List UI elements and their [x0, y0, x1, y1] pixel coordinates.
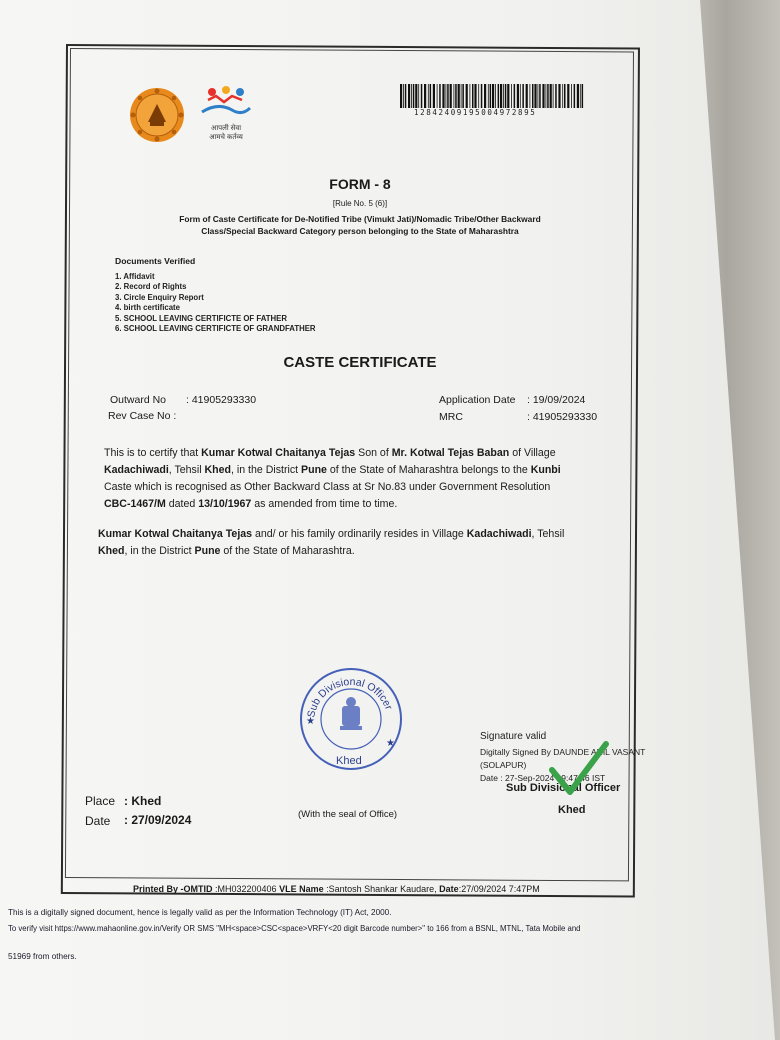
- text-run: dated: [165, 498, 199, 510]
- printed-date-value: :27/09/2024 7:47PM: [458, 884, 540, 894]
- vle-label: VLE Name: [279, 884, 324, 894]
- text-run: , Tehsil: [531, 528, 565, 540]
- place-label: Place: [85, 794, 116, 808]
- signed-by: Digitally Signed By DAUNDE ANIL VASANT: [480, 747, 646, 757]
- documents-heading: Documents Verified: [115, 256, 196, 266]
- applicant-name: Kumar Kotwal Chaitanya Tejas: [98, 528, 253, 540]
- footer-line3: 51969 from others.: [8, 952, 77, 961]
- outward-label: Outward No: [110, 394, 167, 406]
- text-run: and/ or his family ordinarily resides in Village: [252, 528, 467, 540]
- government-resolution: CBC-1467/M: [104, 498, 166, 510]
- text-run: This is to certify that: [104, 447, 202, 459]
- designation: Sub Divisional Officer: [506, 782, 621, 794]
- verified-check-icon: [548, 740, 610, 800]
- text-run: of the State of Maharashtra belongs to the: [326, 464, 531, 476]
- office-seal-icon: [296, 664, 406, 774]
- caste-name: Kunbi: [530, 464, 561, 476]
- date-value: : 27/09/2024: [124, 813, 192, 827]
- list-item: 3. Circle Enquiry Report: [115, 292, 204, 302]
- application-date-value: : 19/09/2024: [527, 394, 586, 406]
- certificate-title: CASTE CERTIFICATE: [283, 354, 437, 371]
- resolution-date: 13/10/1967: [198, 498, 252, 510]
- svg-text:★: ★: [386, 738, 395, 749]
- tehsil-name: Khed: [204, 464, 231, 476]
- documents-list: [115, 272, 316, 334]
- village-name: Kadachiwadi: [104, 464, 169, 476]
- logo-caption-line2: आमचे कर्तव्य: [209, 134, 243, 141]
- list-item: 4. birth certificate: [115, 303, 180, 313]
- form-title: FORM - 8: [329, 176, 391, 192]
- vle-value: :Santosh Shankar Kaudare,: [323, 884, 440, 894]
- barcode-icon: [400, 84, 585, 108]
- signature-date: Date : 27-Sep-2024 19:47:46 IST: [480, 773, 606, 783]
- text-run: of Village: [509, 447, 556, 459]
- list-item: 1. Affidavit: [115, 272, 155, 281]
- text-run: , in the District: [230, 464, 302, 476]
- seal-note: (With the seal of Office): [298, 809, 398, 820]
- rule-number: [Rule No. 5 (6)]: [332, 199, 388, 208]
- district-name: Pune: [194, 545, 221, 557]
- logo-caption-line1: आपली सेवा: [210, 125, 242, 132]
- tehsil-name: Khed: [98, 545, 125, 557]
- designation-office: Khed: [558, 804, 586, 816]
- father-name: Mr. Kotwal Tejas Baban: [391, 447, 510, 459]
- footer-line1: This is a digitally signed document, hence is legally valid as per the Information Technology (IT) Act, 2000.: [8, 908, 392, 917]
- certification-paragraph: [104, 445, 624, 513]
- printed-by-label: Printed By -OMTID: [133, 884, 213, 894]
- list-item: 2. Record of Rights: [115, 282, 187, 292]
- rev-case-label: Rev Case No :: [108, 410, 177, 422]
- place-value: : Khed: [124, 794, 162, 808]
- text-run: as amended from time to time.: [251, 498, 398, 510]
- text-run: , in the District: [124, 545, 195, 557]
- form-description-line2: Class/Special Backward Category person belonging to the State of Maharashtra: [201, 226, 519, 236]
- form-description-line1: Form of Caste Certificate for De-Notified Tribe (Vimukt Jati)/Nomadic Tribe/Other Backward: [179, 214, 541, 224]
- printed-by-line: [133, 884, 540, 894]
- date-label: Date: [85, 814, 111, 828]
- outward-value: : 41905293330: [186, 394, 257, 406]
- list-item: 6. SCHOOL LEAVING CERTIFICTE OF GRANDFATHER: [115, 324, 316, 334]
- aapli-seva-logo-icon: [198, 82, 252, 122]
- mrc-value: : 41905293330: [527, 411, 598, 423]
- printed-date-label: Date: [439, 884, 459, 894]
- footer-line2: To verify visit https://www.mahaonline.gov.in/Verify OR SMS "MH<space>CSC<space>VRFY<20 digit Barcode number>" to 166 from a BSNL, MTNL, Tata Mobile and: [8, 924, 581, 933]
- barcode-number: 12842409195004972895: [414, 108, 537, 117]
- text-run: of the State of Maharashtra.: [220, 545, 355, 557]
- signature-valid-label: Signature valid: [480, 731, 547, 742]
- list-item: 5. SCHOOL LEAVING CERTIFICTE OF FATHER: [115, 313, 287, 323]
- omtid-value: :MH032200406: [212, 884, 280, 894]
- village-name: Kadachiwadi: [466, 528, 532, 540]
- maharashtra-seal-icon: [122, 86, 192, 144]
- residence-paragraph: [98, 526, 628, 560]
- svg-text:Khed: Khed: [336, 755, 362, 767]
- signer-location: (SOLAPUR): [480, 760, 527, 770]
- text-run: Son of: [355, 447, 392, 459]
- district-name: Pune: [301, 464, 327, 476]
- text-run: , Tehsil: [168, 464, 205, 476]
- logo-caption: [202, 124, 250, 142]
- svg-text:Sub Divisional Officer: Sub Divisional Officer: [305, 675, 395, 719]
- applicant-name: Kumar Kotwal Chaitanya Tejas: [201, 447, 356, 459]
- text-run: Caste which is recognised as Other Backward Class at Sr No.83 under Government Resolution: [104, 481, 551, 493]
- mrc-label: MRC: [439, 411, 463, 423]
- application-date-label: Application Date: [439, 394, 516, 406]
- svg-text:★: ★: [306, 716, 315, 727]
